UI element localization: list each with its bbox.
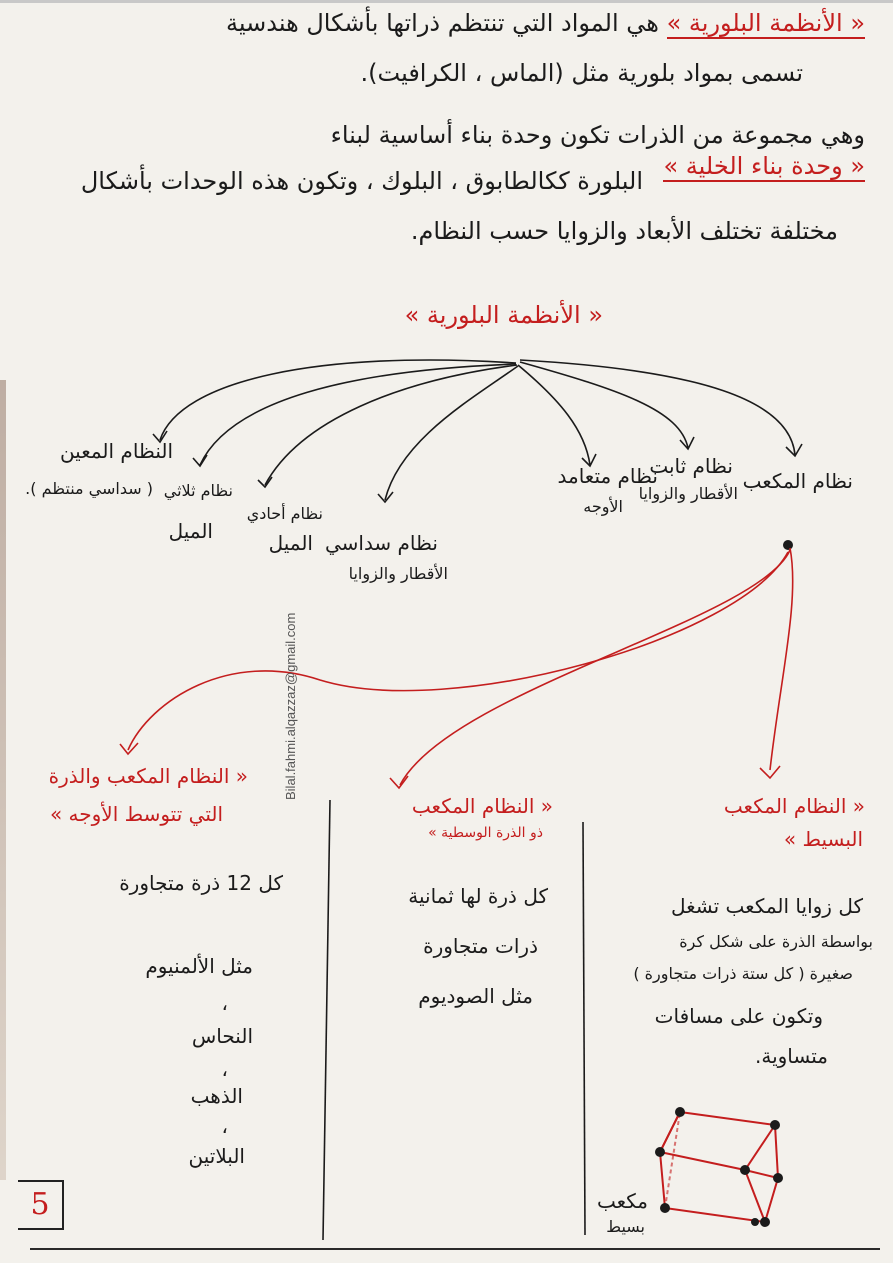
system-7-name: النظام المعين — [59, 439, 173, 463]
system-1-name: نظام المكعب — [742, 469, 853, 493]
system-6-note: الميل — [168, 519, 213, 543]
arrow-to-face-centered — [128, 552, 788, 750]
fcc-example-1: النحاس — [191, 1024, 253, 1048]
arrow-to-system-5 — [265, 365, 517, 485]
simple-cube-figure — [660, 1112, 778, 1222]
cube-figure-label-1: مكعب — [596, 1189, 648, 1213]
system-5-note: الميل — [268, 531, 313, 555]
fcc-examples-intro: مثل الألمنيوم — [145, 954, 253, 978]
arrow-to-body-centered — [400, 550, 790, 785]
term1-def-line1: هي المواد التي تنتظم ذراتها بأشكال هندسية — [226, 9, 659, 37]
system-2-name: نظام ثابت — [649, 454, 733, 478]
bcc-line1: كل ذرة لها ثمانية — [408, 884, 548, 908]
arrow-to-system-6 — [200, 364, 516, 465]
simple-cubic-title: « النظام المكعب — [723, 794, 865, 818]
column-divider-left — [323, 800, 330, 1240]
simple-cubic-subtitle: البسيط » — [783, 827, 863, 851]
simple-cubic-line1: كل زوايا المكعب تشغل — [670, 894, 863, 918]
column-divider-right — [583, 822, 585, 1235]
system-5-name: نظام أحادي — [246, 504, 323, 523]
fcc-example-2: الذهب — [190, 1084, 243, 1108]
bcc-subtitle: ذو الذرة الوسطية » — [428, 825, 543, 841]
system-3-note: الأوجه — [583, 497, 623, 516]
term1-def-line2: تسمى بمواد بلورية مثل (الماس ، الكرافيت). — [360, 59, 803, 87]
arrow-to-system-4 — [385, 366, 518, 500]
fcc-title: « النظام المكعب والذرة — [48, 764, 248, 788]
system-4-name: نظام سداسي — [324, 531, 438, 555]
cubic-hub-dot — [783, 540, 793, 550]
system-7-note: ( سداسي منتظم ). — [25, 479, 153, 498]
bottom-rule — [30, 1248, 880, 1250]
fcc-sep-2: ، — [221, 1057, 228, 1081]
simple-cubic-line3: صغيرة ( كل ستة ذرات متجاورة ) — [633, 964, 853, 983]
bcc-line3: مثل الصوديوم — [418, 984, 533, 1008]
term2-def-line1: وهي مجموعة من الذرات تكون وحدة بناء أساسية لبناء — [330, 121, 865, 149]
term2-def-line2: البلورة ككالطابوق ، البلوك ، وتكون هذه الوحدات بأشكال — [80, 167, 643, 195]
fcc-subtitle: التي تتوسط الأوجه » — [49, 802, 223, 826]
system-4-note: الأقطار والزوايا — [348, 564, 448, 583]
system-2-note: الأقطار والزوايا — [638, 484, 738, 503]
simple-cubic-line5: متساوية. — [755, 1044, 828, 1068]
email-watermark: Bilal.fahmi.alqazzaz@gmail.com — [283, 612, 298, 800]
fcc-line1: كل 12 ذرة متجاورة — [119, 871, 283, 895]
system-3-name: نظام متعامد — [557, 464, 658, 488]
arrow-to-system-7 — [160, 360, 516, 440]
fcc-sep-3: ، — [221, 1114, 228, 1138]
fcc-example-3: البلاتين — [188, 1144, 245, 1168]
cubic-arrows — [120, 548, 793, 788]
fcc-sep-1: ، — [221, 991, 228, 1015]
cube-figure-label-2: بسيط — [606, 1217, 645, 1236]
arrow-to-simple — [770, 548, 793, 770]
term1-label: « الأنظمة البلورية » — [666, 9, 865, 37]
bcc-title: « النظام المكعب — [411, 794, 553, 818]
term2-label: « وحدة بناء الخلية » — [663, 152, 865, 180]
page-number: 5 — [18, 1180, 64, 1230]
system-6-name: نظام ثلاثي — [163, 481, 233, 500]
term2-def-line3: مختلفة تختلف الأبعاد والزوايا حسب النظام. — [410, 217, 838, 245]
simple-cubic-line2: بواسطة الذرة على شكل كرة — [679, 932, 873, 951]
simple-cubic-line4: وتكون على مسافات — [654, 1004, 823, 1028]
diagram-title: « الأنظمة البلورية » — [404, 301, 603, 329]
system-arrows — [160, 360, 795, 500]
bcc-line2: ذرات متجاورة — [423, 934, 538, 958]
